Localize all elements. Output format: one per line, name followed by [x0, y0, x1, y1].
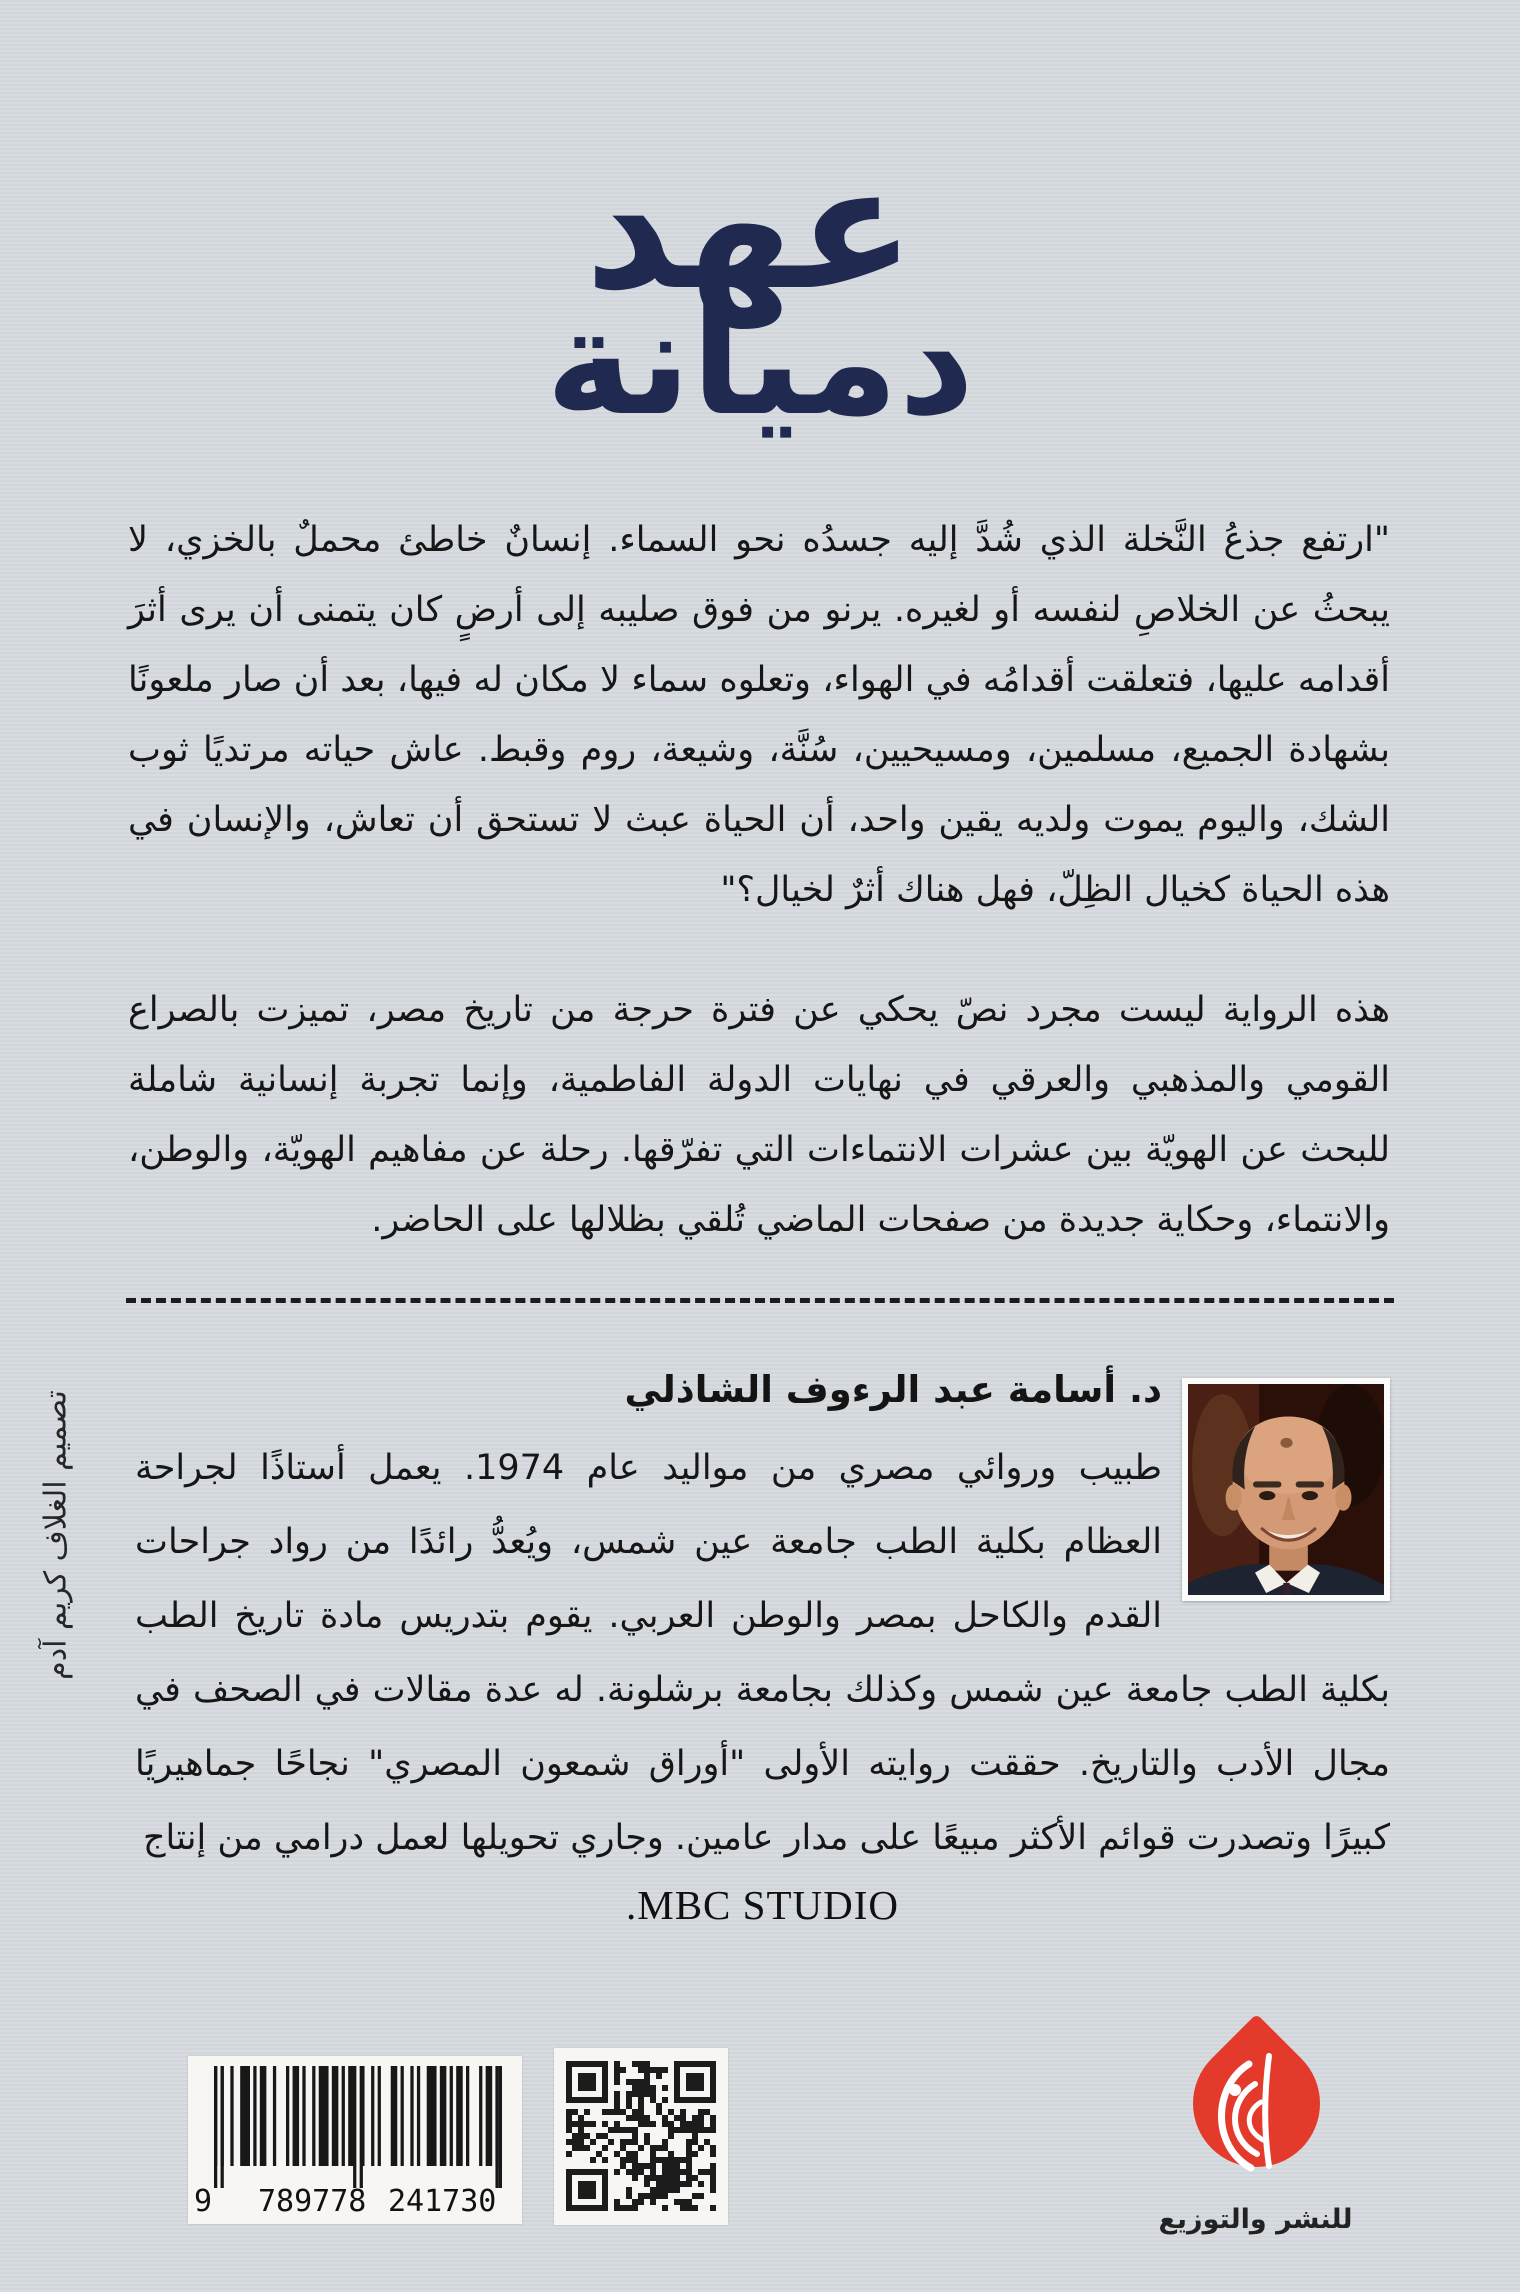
author-name: د. أسامة عبد الرءوف الشاذلي	[624, 1368, 1162, 1411]
description-paragraph: هذه الرواية ليست مجرد نصّ يحكي عن فترة حرجة من تاريخ مصر، تميزت بالصراع القومي والمذهبي والعرقي في نهايات الدولة الفاطمية، وإنما تجربة إنسانية شاملة للبحث عن الهويّة بين عشرات الانتماءات التي تفرّقها. رحلة عن مفاهيم الهويّة، والوطن، والانتماء، وحكاية جديدة من صفحات الماضي تُلقي بظلالها على الحاضر.	[128, 990, 1390, 1240]
publisher-logo	[1158, 2012, 1353, 2235]
dashed-divider	[126, 1298, 1394, 1303]
rawak-droplet-logo	[1165, 2012, 1347, 2202]
production-credit: MBC STUDIO.	[626, 1882, 899, 1928]
quote-paragraph: "ارتفع جذعُ النَّخلة الذي شُدَّ إليه جسدُه نحو السماء. إنسانٌ خاطئ محملٌ بالخزي، لا يبحثُ عن الخلاصِ لنفسه أو لغيره. يرنو من فوق صليبه إلى أرضٍ كان يتمنى أن يرى أثرَ أقدامه عليها، فتعلقت أقدامُه في الهواء، وتعلوه سماء لا مكان له فيها، بعد أن صار ملعونًا بشهادة الجميع، مسلمين، ومسيحيين، سُنَّة، وشيعة، روم وقبط. عاش حياته مرتديًا ثوب الشك، واليوم يموت ولديه يقين واحد، أن الحياة عبث لا تستحق أن تعاش، والإنسان في هذه الحياة كخيال الظِلّ، فهل هناك أثرٌ لخيال؟"	[128, 520, 1390, 910]
isbn-group-2: 241730	[388, 2184, 497, 2219]
isbn-group-1: 789778	[258, 2184, 367, 2219]
barcode-bars	[214, 2066, 502, 2194]
isbn-number	[188, 2184, 522, 2218]
cover-design-credit: تصميم الغلاف كريم آدم	[38, 1390, 74, 1680]
publisher-tagline: للنشر والتوزيع	[1158, 2204, 1353, 2235]
author-bio: طبيب وروائي مصري من مواليد عام 1974. يعمل أستاذًا لجراحة العظام بكلية الطب جامعة عين شمس، ويُعدُّ رائدًا من رواد جراحات القدم والكاحل بمصر والوطن العربي. يقوم بتدريس مادة تاريخ الطب بكلية الطب جامعة عين شمس وكذلك بجامعة برشلونة. له عدة مقالات في الصحف في مجال الأدب والتاريخ. حققت روايته الأولى "أوراق شمعون المصري" نجاحًا جماهيريًا كبيرًا وتصدرت قوائم الأكثر مبيعًا على مدار عامين. وجاري تحويلها لعمل درامي من إنتاج	[135, 1448, 1390, 1858]
logo-calligraphy-icon	[1165, 2012, 1347, 2202]
qr-code	[554, 2048, 728, 2225]
title-line-1: عهد	[584, 127, 916, 328]
author-photo	[1182, 1378, 1390, 1601]
book-title	[0, 127, 1520, 448]
isbn-prefix-digit: 9	[194, 2184, 213, 2219]
title-line-2: دميانة	[545, 276, 975, 448]
isbn-barcode	[188, 2056, 522, 2224]
author-portrait-image	[1188, 1384, 1384, 1595]
author-section	[135, 1352, 1390, 1929]
qr-modules-icon	[566, 2061, 716, 2211]
